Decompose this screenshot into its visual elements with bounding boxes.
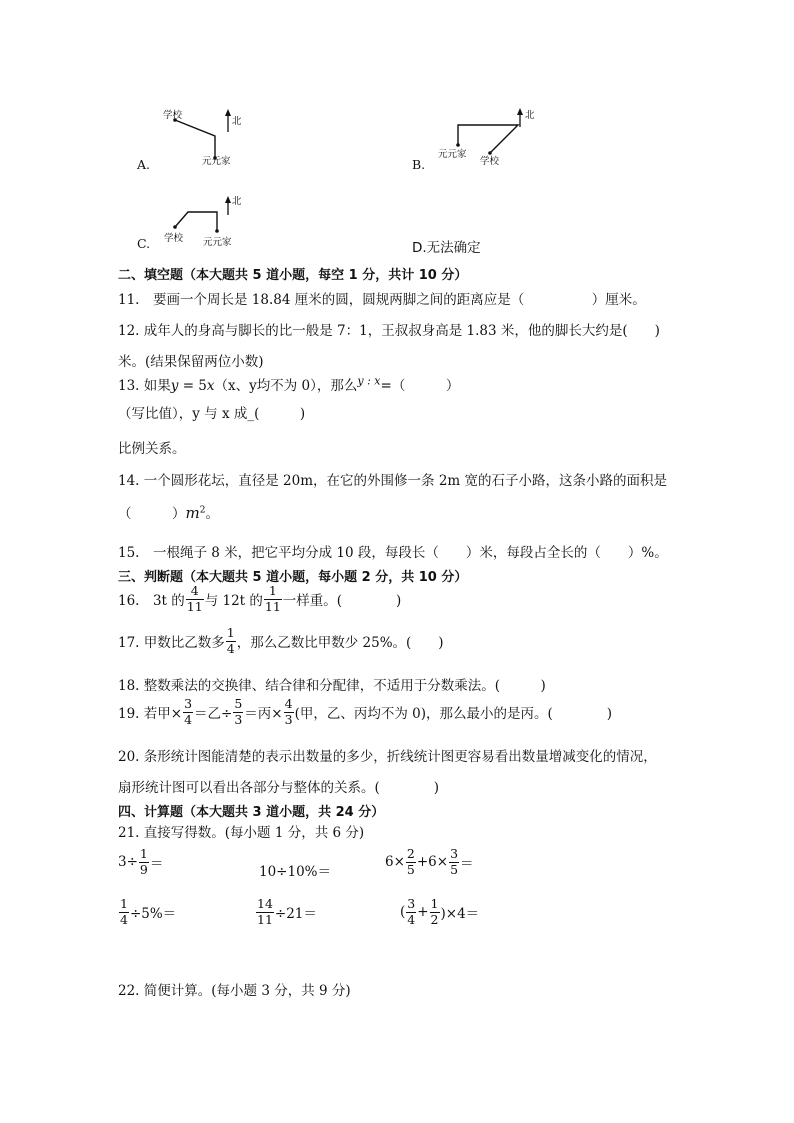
numerator: 2 [406,846,415,861]
q13-blank: =（ ） [380,378,460,394]
q14-unit: m [185,504,200,522]
label-north: 北 [525,110,535,121]
question-20-line2: 扇形统计图可以看出各部分与整体的关系。( ) [118,780,440,796]
q14-end: 。 [205,506,219,522]
denominator: 3 [284,711,293,727]
q13-x: x [206,378,215,394]
calc-item-5 [255,898,317,926]
calc-text: ÷5%＝ [129,906,177,922]
question-17 [118,627,444,655]
q16-prefix: 16. 3t 的 [118,593,185,609]
numerator: 5 [234,696,243,711]
q14-sup: 2 [199,505,206,516]
calc-text: + [417,904,429,920]
numerator: 3 [450,846,459,861]
numerator: 3 [407,896,416,911]
question-14-line2 [118,502,219,522]
numerator: 1 [226,625,235,640]
north-arrow-icon [225,196,231,203]
calc-text: ＝ [460,856,474,872]
question-20-line1: 20. 条形统计图能清楚的表示出数量的多少，折线统计图更容易看出数量增减变化的情况， [118,749,657,765]
fraction [284,698,294,726]
q16-end: 一样重。( ) [282,593,402,609]
q19-part3: ＝丙× [244,706,283,722]
denominator: 9 [139,861,148,877]
denominator: 11 [264,598,281,614]
fraction [264,585,282,613]
question-13-line1 [118,374,459,394]
question-12-line1: 12. 成年人的身高与脚长的比一般是 7：1，王叔叔身高是 1.83 米，他的脚长大约是( ) [118,323,660,339]
label-school: 学校 [163,110,183,121]
question-11: 11. 要画一个周长是 18.84 厘米的圆，圆规两脚之间的距离应是（ ）厘米。 [118,292,646,308]
fraction [139,848,149,876]
numerator: 1 [264,585,282,600]
denominator: 4 [184,711,193,727]
question-18: 18. 整数乘法的交换律、结合律和分配律，不适用于分数乘法。( ) [118,678,546,694]
fraction [449,848,459,876]
numerator: 4 [186,585,204,600]
q19-part2: ＝乙÷ [194,706,233,722]
denominator: 2 [430,911,439,927]
option-letter: C. [137,236,151,251]
calc-text: 6× [385,854,405,870]
calc-item-4 [118,898,176,926]
q17-end: ，那么乙数比甲数少 25%。( ) [236,635,444,651]
calc-text: +6× [416,854,449,870]
question-13-line3: 比例关系。 [118,441,186,457]
calc-text: ＝ [149,856,164,872]
q13-ratio: y : x [357,374,381,388]
label-north: 北 [232,116,242,127]
label-school: 学校 [164,233,184,244]
fraction [406,898,416,926]
denominator: 11 [186,598,203,614]
denominator: 4 [226,640,235,656]
option-letter: B. [412,157,426,172]
option-d: D.无法确定 [412,240,481,256]
calc-item-1 [118,848,163,876]
q13-eq: = 5 [178,378,207,394]
question-15: 15. 一根绳子 8 米，把它平均分成 10 段，每段长（ ）米，每段占全长的（ ）%。 [118,545,668,561]
q17-prefix: 17. 甲数比乙数多 [118,635,225,651]
q19-prefix: 19. 若甲× [118,706,183,722]
q13-cond: （x、y均不为 0），那么 [214,378,358,394]
question-19 [118,698,612,726]
denominator: 3 [234,711,243,727]
denominator: 4 [407,911,416,927]
fraction [256,898,274,926]
question-12-line2: 米。(结果保留两位小数) [118,354,264,370]
numerator: 14 [257,896,273,911]
numerator: 3 [184,696,193,711]
label-home: 元元家 [202,156,231,167]
question-13-line2: （写比值），y 与 x 成_( ) [118,406,306,422]
denominator: 4 [120,911,128,927]
north-arrow-icon [225,109,231,116]
question-16 [118,585,401,613]
question-22: 22. 简便计算。(每小题 3 分，共 9 分) [118,983,351,999]
calc-item-6 [400,898,479,926]
calc-text: ÷21＝ [274,906,317,922]
denominator: 5 [450,861,459,877]
denominator: 11 [257,911,273,927]
numerator: 4 [284,696,293,711]
north-arrow-icon [517,108,523,115]
label-home: 元元家 [203,237,232,248]
q14-blank: （ ） [118,506,186,522]
calc-text: )×4＝ [440,906,480,922]
fraction [233,698,243,726]
numerator: 1 [139,846,148,861]
q19-end: (甲，乙、丙均不为 0)，那么最小的是丙。( ) [294,706,613,722]
fraction [183,698,193,726]
q16-mid: 与 12t 的 [204,593,263,609]
calc-text: ( [400,904,406,920]
label-north: 北 [232,196,242,207]
question-21: 21. 直接写得数。(每小题 1 分，共 6 分) [118,825,365,841]
section-heading-fill-blank: 二、填空题（本大题共 5 道小题，每空 1 分，共计 10 分） [118,268,468,283]
fraction [186,585,204,613]
numerator: 1 [430,896,439,911]
calc-item-3 [385,848,474,876]
calc-item-2: 10÷10%＝ [259,864,331,880]
label-school: 学校 [480,156,500,167]
fraction [226,627,236,655]
fraction [406,848,416,876]
label-home: 元元家 [438,149,467,160]
fraction [119,898,129,926]
calc-text: 3÷ [118,854,138,870]
q13-prefix: 13. 如果 [118,378,171,394]
option-letter: A. [137,157,151,172]
numerator: 1 [120,896,128,911]
fraction [430,898,440,926]
denominator: 5 [406,861,415,877]
section-heading-calculation: 四、计算题（本大题共 3 道小题，共 24 分） [118,805,385,820]
question-14-line1: 14. 一个圆形花坛，直径是 20m，在它的外围修一条 2m 宽的石子小路，这条小路的面积是 [118,473,668,489]
q13-y: y [170,378,179,394]
section-heading-judgment: 三、判断题（本大题共 5 道小题，每小题 2 分，共 10 分） [118,570,468,585]
